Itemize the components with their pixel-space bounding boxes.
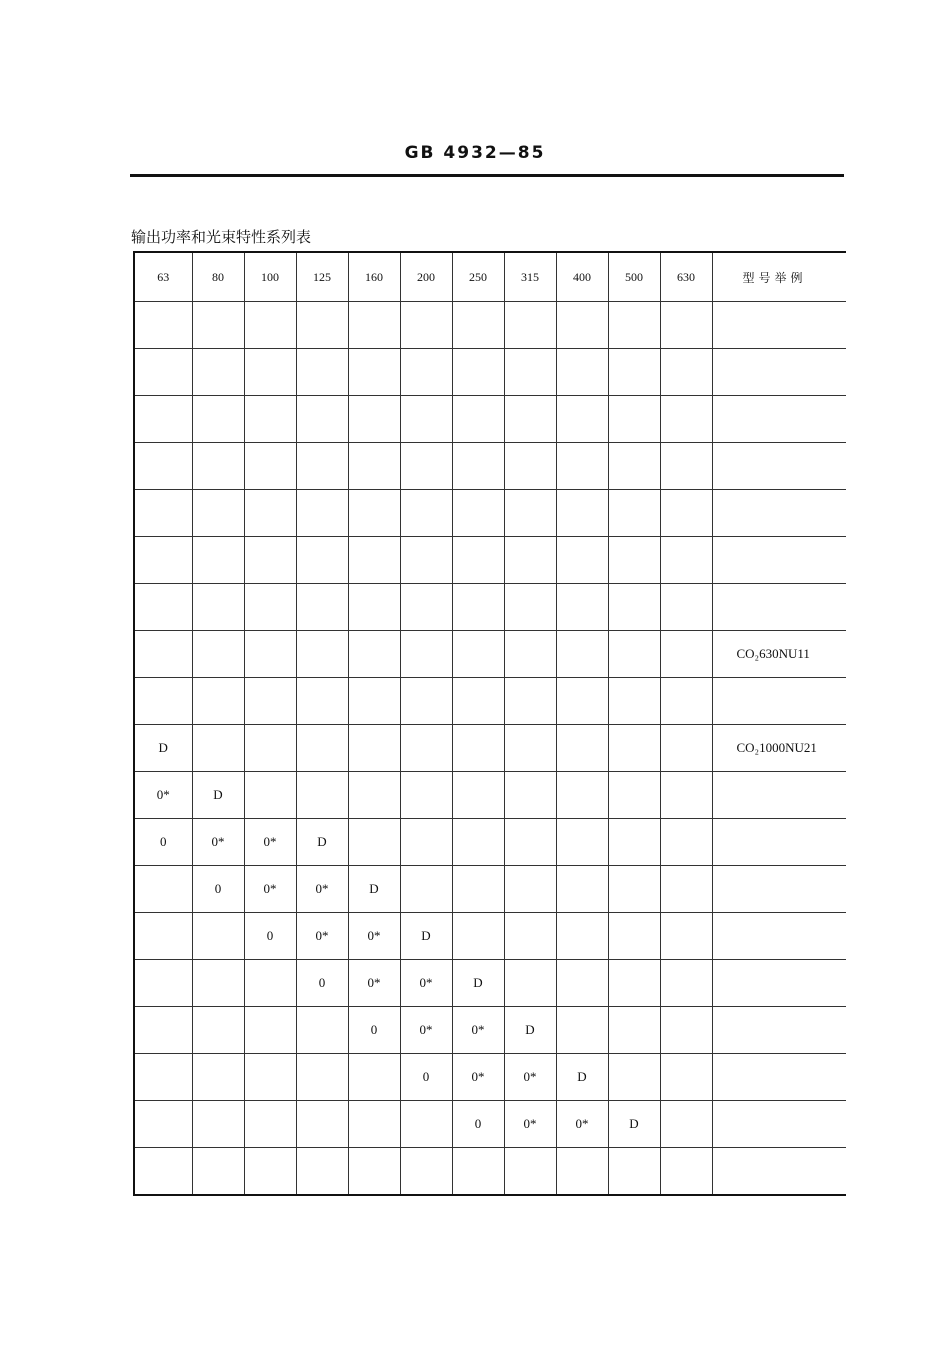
table-cell <box>504 772 556 819</box>
table-cell <box>134 302 192 349</box>
table-cell <box>452 349 504 396</box>
header-rule <box>130 174 844 177</box>
model-example-cell: CO₂1000NU21 <box>712 725 846 772</box>
table-cell <box>608 960 660 1007</box>
table-cell <box>296 772 348 819</box>
table-cell <box>400 349 452 396</box>
table-cell <box>134 443 192 490</box>
table-cell <box>556 396 608 443</box>
table-cell <box>504 396 556 443</box>
column-header-power: 250 <box>452 252 504 302</box>
table-row <box>134 913 846 960</box>
table-cell <box>556 866 608 913</box>
table-cell: 0 <box>192 866 244 913</box>
table-cell <box>556 913 608 960</box>
table-cell <box>192 631 244 678</box>
model-example-cell <box>712 1054 846 1101</box>
table-cell <box>660 537 712 584</box>
table-cell <box>244 584 296 631</box>
table-cell: D <box>452 960 504 1007</box>
table-cell <box>244 443 296 490</box>
table-cell <box>504 631 556 678</box>
table-cell <box>244 960 296 1007</box>
table-cell: 0* <box>556 1101 608 1148</box>
table-cell <box>296 490 348 537</box>
table-cell <box>556 349 608 396</box>
table-cell <box>556 1148 608 1196</box>
table-cell <box>348 725 400 772</box>
table-cell <box>348 537 400 584</box>
table-cell <box>134 537 192 584</box>
table-cell <box>400 819 452 866</box>
column-header-power: 80 <box>192 252 244 302</box>
model-example-cell <box>712 678 846 725</box>
table-cell <box>348 443 400 490</box>
table-cell <box>244 302 296 349</box>
table-cell <box>134 584 192 631</box>
table-cell: 0 <box>348 1007 400 1054</box>
table-cell: 0 <box>400 1054 452 1101</box>
table-cell <box>608 584 660 631</box>
table-cell <box>134 913 192 960</box>
column-header-power: 500 <box>608 252 660 302</box>
table-cell: 0* <box>348 960 400 1007</box>
table-cell <box>452 584 504 631</box>
model-example-cell <box>712 819 846 866</box>
table-cell <box>660 1101 712 1148</box>
table-cell <box>608 1054 660 1101</box>
model-example-cell <box>712 1101 846 1148</box>
table-cell <box>452 396 504 443</box>
table-cell <box>452 725 504 772</box>
table-cell <box>556 302 608 349</box>
table-cell: 0* <box>400 960 452 1007</box>
table-row <box>134 631 846 678</box>
table-cell <box>296 1054 348 1101</box>
table-row <box>134 1148 846 1196</box>
table-cell <box>452 913 504 960</box>
table-cell <box>504 913 556 960</box>
table-cell <box>608 302 660 349</box>
table-cell <box>296 443 348 490</box>
table-cell <box>608 537 660 584</box>
column-header-power: 100 <box>244 252 296 302</box>
table-cell <box>244 1054 296 1101</box>
table-cell: 0 <box>134 819 192 866</box>
column-header-power: 400 <box>556 252 608 302</box>
table-cell <box>134 1054 192 1101</box>
column-header-power: 160 <box>348 252 400 302</box>
table-cell <box>556 1007 608 1054</box>
table-cell <box>244 678 296 725</box>
table-cell <box>452 490 504 537</box>
table-cell <box>192 725 244 772</box>
table-cell: D <box>348 866 400 913</box>
table-cell <box>608 1148 660 1196</box>
table-cell <box>660 678 712 725</box>
table-cell <box>556 819 608 866</box>
table-row <box>134 1054 846 1101</box>
table-cell <box>556 490 608 537</box>
table-cell <box>244 349 296 396</box>
table-cell <box>608 1007 660 1054</box>
table-cell <box>452 302 504 349</box>
model-example-cell <box>712 960 846 1007</box>
table-cell <box>504 584 556 631</box>
table-cell <box>608 396 660 443</box>
table-cell <box>452 443 504 490</box>
table-cell <box>192 537 244 584</box>
table-cell: 0* <box>452 1007 504 1054</box>
model-example-cell <box>712 866 846 913</box>
table-cell <box>400 584 452 631</box>
table-cell <box>192 678 244 725</box>
table-cell <box>400 490 452 537</box>
table-cell <box>660 1148 712 1196</box>
table-cell: D <box>608 1101 660 1148</box>
table-row <box>134 960 846 1007</box>
table-cell <box>134 1101 192 1148</box>
table-cell <box>192 1148 244 1196</box>
table-cell <box>296 349 348 396</box>
table-cell: 0* <box>400 1007 452 1054</box>
table-row <box>134 349 846 396</box>
table-cell <box>244 1101 296 1148</box>
table-cell <box>400 866 452 913</box>
table-cell <box>134 1148 192 1196</box>
table-cell: D <box>134 725 192 772</box>
table-cell <box>296 1101 348 1148</box>
table-cell <box>504 678 556 725</box>
table-cell: 0* <box>134 772 192 819</box>
table-cell <box>296 1007 348 1054</box>
column-header-power: 630 <box>660 252 712 302</box>
model-example-cell <box>712 1148 846 1196</box>
table-cell <box>192 584 244 631</box>
table-cell <box>348 349 400 396</box>
table-cell: 0 <box>244 913 296 960</box>
table-cell <box>244 490 296 537</box>
table-caption: 输出功率和光束特性系列表 <box>131 228 312 246</box>
table-cell <box>660 396 712 443</box>
table-cell <box>134 1007 192 1054</box>
table-cell <box>400 772 452 819</box>
table-cell <box>452 819 504 866</box>
table-cell <box>348 772 400 819</box>
table-cell <box>400 725 452 772</box>
table-cell <box>504 537 556 584</box>
table-cell: D <box>192 772 244 819</box>
model-example-cell <box>712 913 846 960</box>
table-cell <box>660 866 712 913</box>
table-cell <box>660 349 712 396</box>
table-cell <box>452 1148 504 1196</box>
table-cell <box>244 725 296 772</box>
model-example-cell <box>712 1007 846 1054</box>
table-cell <box>400 631 452 678</box>
table-cell <box>192 443 244 490</box>
column-header-power: 125 <box>296 252 348 302</box>
table-cell <box>296 537 348 584</box>
table-cell <box>608 443 660 490</box>
table-cell <box>400 678 452 725</box>
table-cell <box>348 1148 400 1196</box>
table-cell <box>400 537 452 584</box>
table-cell: 0 <box>452 1101 504 1148</box>
model-example-cell <box>712 349 846 396</box>
table-cell <box>192 490 244 537</box>
table-row <box>134 1007 846 1054</box>
table-cell <box>192 960 244 1007</box>
table-cell <box>556 960 608 1007</box>
table-cell <box>296 725 348 772</box>
model-example-cell <box>712 490 846 537</box>
model-example-cell <box>712 396 846 443</box>
table-cell: D <box>296 819 348 866</box>
table-cell <box>504 443 556 490</box>
standard-code: GB 4932—85 <box>404 143 546 163</box>
table-cell <box>348 678 400 725</box>
column-header-power: 63 <box>134 252 192 302</box>
table-cell <box>244 1007 296 1054</box>
power-beam-series-table <box>133 251 846 1196</box>
table-cell <box>134 678 192 725</box>
table-cell <box>660 1007 712 1054</box>
table-cell <box>608 819 660 866</box>
table-cell: 0* <box>192 819 244 866</box>
table-cell: D <box>556 1054 608 1101</box>
table-cell <box>296 631 348 678</box>
table-cell <box>192 1101 244 1148</box>
table-cell <box>244 1148 296 1196</box>
table-cell <box>348 1054 400 1101</box>
table-cell <box>452 631 504 678</box>
model-example-cell <box>712 584 846 631</box>
table-cell <box>556 443 608 490</box>
table-cell <box>556 772 608 819</box>
table-cell: 0* <box>296 913 348 960</box>
table-cell <box>608 678 660 725</box>
model-example-cell <box>712 302 846 349</box>
model-example-cell <box>712 537 846 584</box>
table-cell <box>608 349 660 396</box>
table-cell <box>400 1148 452 1196</box>
table-cell <box>134 349 192 396</box>
table-row <box>134 584 846 631</box>
table-row <box>134 443 846 490</box>
table-cell <box>504 302 556 349</box>
table-cell <box>452 866 504 913</box>
table-cell <box>244 537 296 584</box>
table-cell <box>134 490 192 537</box>
table-cell <box>608 490 660 537</box>
table-cell <box>192 302 244 349</box>
table-cell <box>556 631 608 678</box>
column-header-power: 200 <box>400 252 452 302</box>
table-cell <box>192 1054 244 1101</box>
table-row <box>134 819 846 866</box>
table-cell <box>556 725 608 772</box>
table-cell <box>192 913 244 960</box>
table-cell <box>192 396 244 443</box>
table-cell: 0* <box>504 1101 556 1148</box>
table-cell <box>660 443 712 490</box>
table-cell: 0* <box>244 866 296 913</box>
table-cell <box>348 490 400 537</box>
table-cell <box>244 772 296 819</box>
table-cell <box>660 960 712 1007</box>
table-row <box>134 396 846 443</box>
table-cell: 0* <box>452 1054 504 1101</box>
table-cell <box>400 302 452 349</box>
table-row <box>134 772 846 819</box>
table-cell <box>504 866 556 913</box>
table-cell <box>660 631 712 678</box>
table-cell <box>608 772 660 819</box>
table-cell <box>296 584 348 631</box>
table-cell <box>504 725 556 772</box>
model-example-cell <box>712 443 846 490</box>
table-cell <box>296 396 348 443</box>
table-cell <box>660 913 712 960</box>
table-cell <box>504 960 556 1007</box>
table-cell <box>504 819 556 866</box>
table-cell <box>134 866 192 913</box>
table-row <box>134 866 846 913</box>
table-cell <box>134 960 192 1007</box>
table-cell <box>660 772 712 819</box>
table-cell <box>296 302 348 349</box>
table-cell <box>556 584 608 631</box>
table-cell <box>244 631 296 678</box>
table-cell <box>660 490 712 537</box>
table-row <box>134 725 846 772</box>
table-cell <box>608 725 660 772</box>
table-cell: D <box>400 913 452 960</box>
table-cell <box>504 490 556 537</box>
table-cell <box>348 584 400 631</box>
column-header-power: 315 <box>504 252 556 302</box>
table-cell <box>400 443 452 490</box>
table-cell <box>452 537 504 584</box>
table-cell <box>244 396 296 443</box>
table-cell <box>400 396 452 443</box>
table-cell: 0* <box>244 819 296 866</box>
table-cell: 0 <box>296 960 348 1007</box>
table-cell <box>608 913 660 960</box>
table-row <box>134 1101 846 1148</box>
table-cell <box>134 631 192 678</box>
table-cell <box>556 678 608 725</box>
table-cell: 0* <box>504 1054 556 1101</box>
table-cell <box>348 1101 400 1148</box>
table-cell <box>608 866 660 913</box>
table-cell: 0* <box>348 913 400 960</box>
table-cell <box>134 396 192 443</box>
table-cell: 0* <box>296 866 348 913</box>
table-cell <box>192 1007 244 1054</box>
table-row <box>134 302 846 349</box>
table-cell <box>296 678 348 725</box>
table-cell <box>348 302 400 349</box>
table-cell <box>608 631 660 678</box>
table-row <box>134 678 846 725</box>
table-cell <box>660 1054 712 1101</box>
table-cell <box>660 819 712 866</box>
table-cell <box>556 537 608 584</box>
table-cell <box>348 396 400 443</box>
table-cell <box>192 349 244 396</box>
table-cell <box>348 631 400 678</box>
table-cell <box>452 678 504 725</box>
table-row <box>134 490 846 537</box>
table-cell <box>296 1148 348 1196</box>
table-cell <box>504 1148 556 1196</box>
table-cell <box>400 1101 452 1148</box>
table-row <box>134 537 846 584</box>
column-header-model-example: 型号举例 <box>712 252 846 302</box>
table-header-row <box>134 252 846 302</box>
table-cell <box>452 772 504 819</box>
table-cell <box>348 819 400 866</box>
table-cell <box>660 725 712 772</box>
table-cell <box>504 349 556 396</box>
table-cell <box>660 302 712 349</box>
table-body <box>134 302 846 1196</box>
table-cell: D <box>504 1007 556 1054</box>
table-cell <box>660 584 712 631</box>
model-example-cell <box>712 772 846 819</box>
model-example-cell: CO₂630NU11 <box>712 631 846 678</box>
